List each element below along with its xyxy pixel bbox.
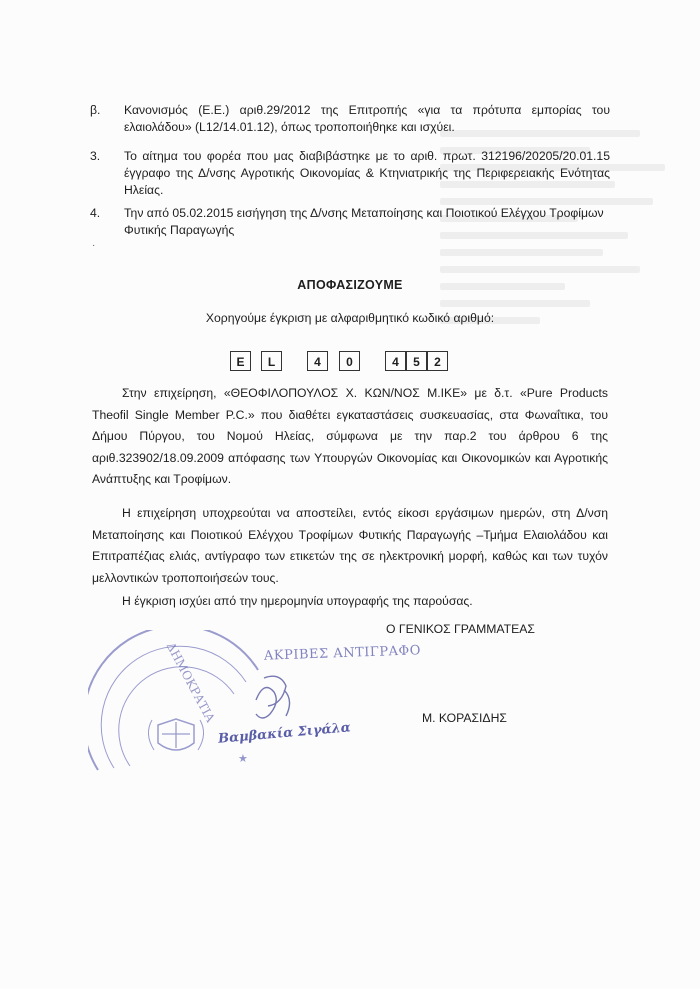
signatory-title: Ο ΓΕΝΙΚΟΣ ΓΡΑΜΜΑΤΕΑΣ (386, 622, 535, 636)
svg-text:★: ★ (238, 752, 248, 765)
code-cell: E (230, 351, 251, 371)
list-item-3 (90, 148, 610, 199)
list-item-number: β. (90, 103, 101, 117)
code-cell: 4 (385, 351, 406, 371)
code-cell: 4 (307, 351, 328, 371)
list-item-text: Κανονισμός (Ε.Ε.) αριθ.29/2012 της Επιτροπής «για τα πρότυπα εμπορίας του ελαιολάδου» (L12/14.01.12), όπως τροποποιήθηκε και ισχύει. (124, 103, 610, 134)
grant-statement: Χορηγούμε έγκριση με αλφαριθμητικό κωδικό αριθμό: (205, 311, 495, 325)
signatory-name: Μ. ΚΟΡΑΣΙΔΗΣ (422, 711, 507, 725)
list-item-number: 4. (90, 206, 101, 220)
list-item-beta (90, 102, 610, 136)
obligation-paragraph: Η επιχείρηση υποχρεούται να αποστείλει, εντός είκοσι εργάσιμων ημερών, στη Δ/νση Μεταποίησης και Ποιοτικού Ελέγχου Τροφίμων Φυτικής Παραγωγής –Τμήμα Ελαιολάδου και Επιτραπέζιας ελιάς, αντίγραφο των ετικετών της σε ηλεκτρονική μορφή, καθώς και των τυχόν μελλοντικών τροποποιήσεών τους. (92, 506, 608, 585)
decision-heading: ΑΠΟΦΑΣΙΖΟΥΜΕ (297, 278, 403, 292)
list-item-number: 3. (90, 149, 101, 163)
code-cell: L (261, 351, 282, 371)
list-item-text: Την από 05.02.2015 εισήγηση της Δ/νσης Μεταποίησης και Ποιοτικού Ελέγχου Τροφίμων Φυτικής Παραγωγής (124, 206, 604, 237)
list-item-4 (90, 205, 610, 239)
seal-text: ΔΗΜΟΚΡΑΤΙΑ (163, 640, 218, 725)
margin-dot: · (92, 240, 96, 251)
true-copy-stamp: ΑΚΡΙΒΕΣ ΑΝΤΙΓΡΑΦΟ (263, 643, 422, 664)
business-paragraph: Στην επιχείρηση, «ΘΕΟΦΙΛΟΠΟΥΛΟΣ Χ. ΚΩΝ/ΝΟΣ Μ.ΙΚΕ» με δ.τ. «Pure Products Theofil Single Member P.C.» που διαθέτει εγκαταστάσεις συσκευασίας, στα Φωναΐτικα, του Δήμου Πύργου, του Νομού Ηλείας, σύμφωνα με την παρ.2 του άρθρου 6 της αριθ.323902/18.09.2009 απόφασης των Υπουργών Οικονομίας και Οικονομικών και Αγροτικής Ανάπτυξης και Τροφίμων. (92, 386, 608, 486)
validity-paragraph: Η έγκριση ισχύει από την ημερομηνία υπογραφής της παρούσας. (122, 594, 473, 608)
code-cell: 2 (427, 351, 448, 371)
list-item-text: Το αίτημα του φορέα που μας διαβιβάστηκε με το αριθ. πρωτ. 312196/20205/20.01.15 έγγραφο της Δ/νσης Αγροτικής Οικονομίας & Κτηνιατρικής της Περιφερειακής Ενότητας Ηλείας. (124, 149, 610, 197)
copy-certifier-name: Βαμβακία Σιγάλα (217, 720, 352, 747)
code-cell: 0 (339, 351, 360, 371)
code-cell: 5 (406, 351, 427, 371)
